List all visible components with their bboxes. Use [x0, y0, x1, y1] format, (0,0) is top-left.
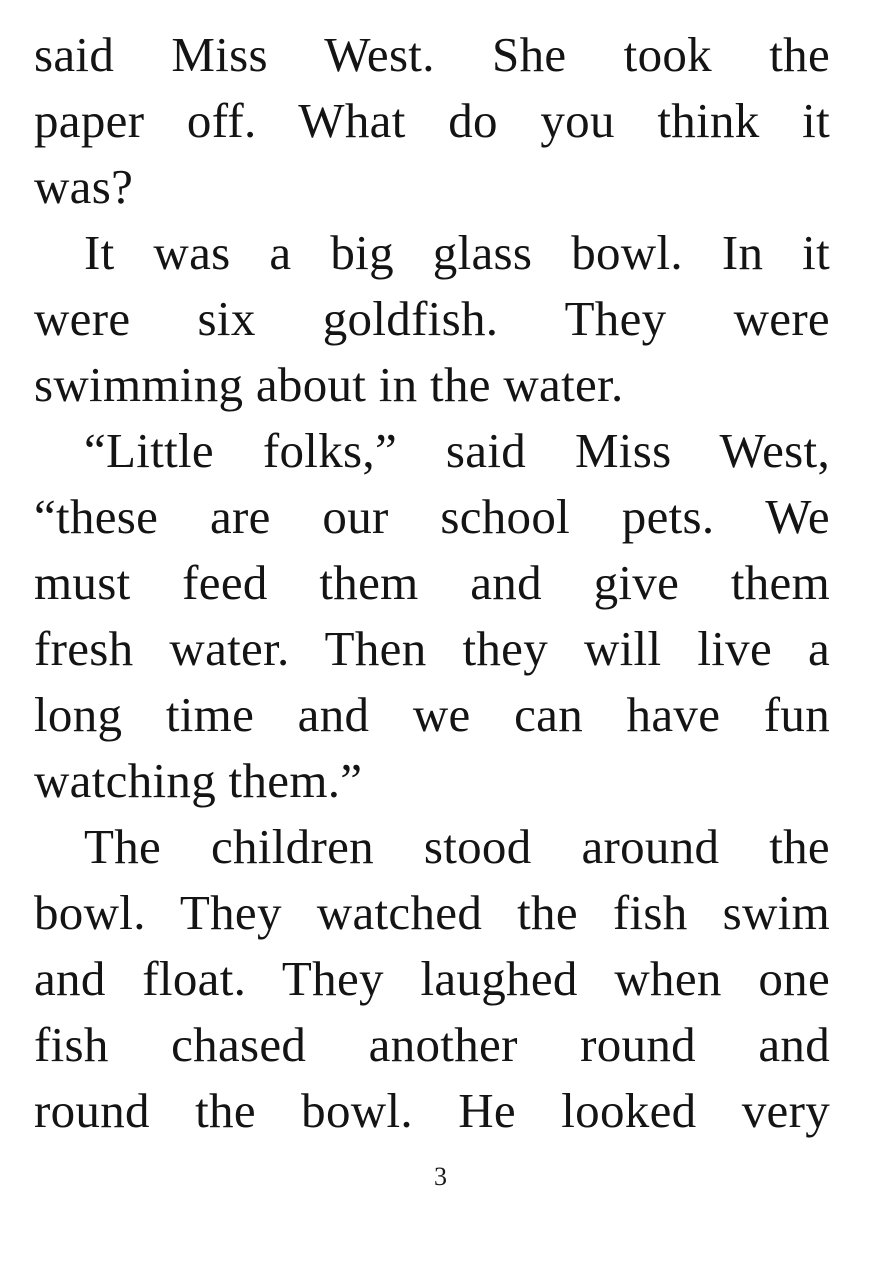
paragraph [34, 814, 830, 1144]
page-number: 3 [434, 1162, 447, 1191]
text-line: The children stood around the [84, 819, 830, 874]
text-line: watching them.” [34, 753, 363, 808]
text-line: fish chased another round and [34, 1017, 830, 1072]
text-line: swimming about in the water. [34, 357, 624, 412]
text-line: It was a big glass bowl. In it [84, 225, 830, 280]
paragraph [34, 418, 830, 814]
text-line: paper off. What do you think it [34, 93, 830, 148]
text-line: “Little folks,” said Miss West, [84, 423, 830, 478]
text-line: “these are our school pets. We [34, 489, 830, 544]
text-line: must feed them and give them [34, 555, 830, 610]
book-page-text [34, 22, 830, 1144]
text-line: said Miss West. She took the [34, 27, 830, 82]
text-line: fresh water. Then they will live a [34, 621, 830, 676]
text-line: were six goldfish. They were [34, 291, 830, 346]
text-line: bowl. They watched the fish swim [34, 885, 830, 940]
paragraph [34, 220, 830, 418]
text-line: was? [34, 159, 134, 214]
text-line: round the bowl. He looked very [34, 1083, 830, 1138]
text-line: and float. They laughed when one [34, 951, 830, 1006]
text-line: long time and we can have fun [34, 687, 830, 742]
paragraph [34, 22, 830, 220]
